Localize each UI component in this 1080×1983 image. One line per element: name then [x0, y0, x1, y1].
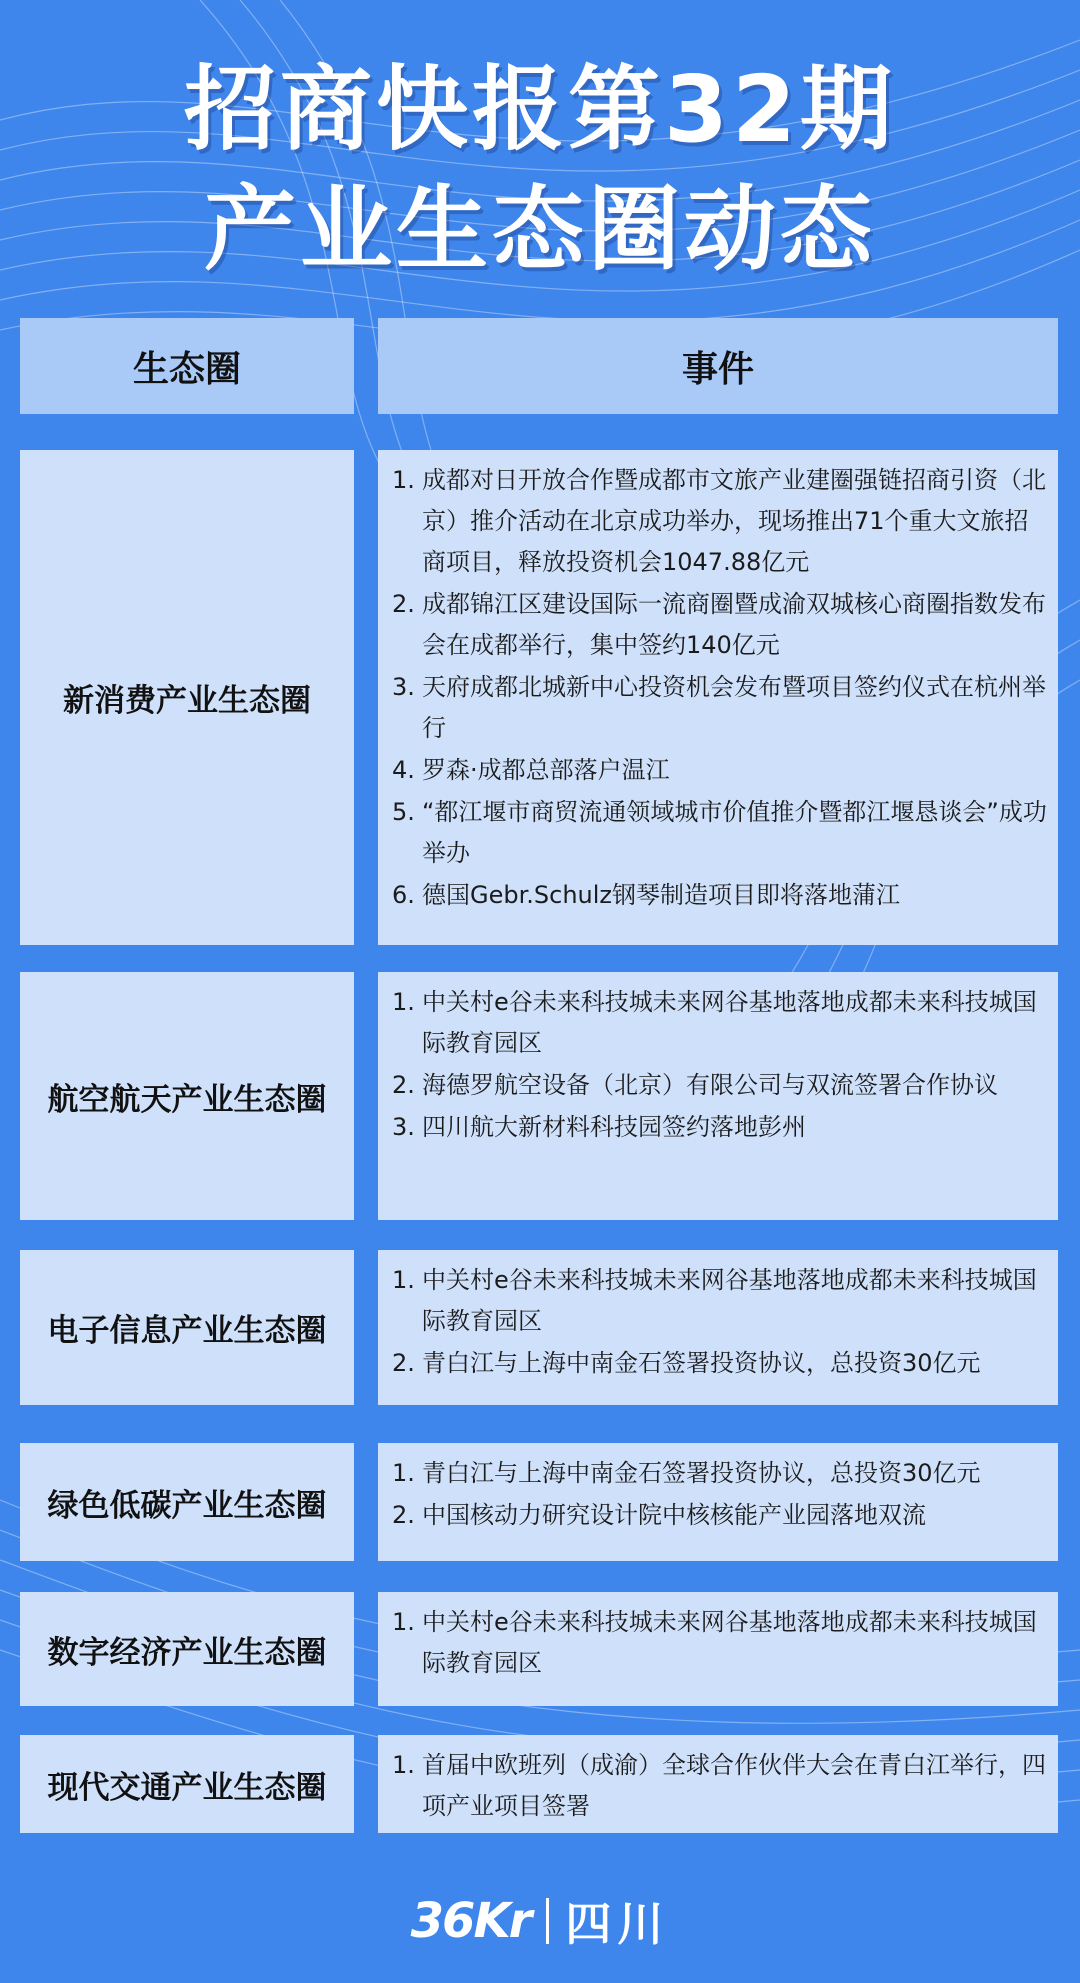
event-list — [378, 1735, 1058, 1833]
event-item — [392, 1343, 1050, 1384]
event-text: 四川航大新材料科技园签约落地彭州 — [422, 1113, 806, 1141]
event-number: 2. — [392, 1501, 415, 1529]
page-subtitle: 产业生态圈动态 — [203, 176, 876, 283]
event-list — [378, 972, 1058, 1220]
event-number: 5. — [392, 798, 415, 826]
event-number: 3. — [392, 1113, 415, 1141]
event-item — [392, 460, 1050, 583]
event-item — [392, 792, 1050, 874]
event-text: 中国核动力研究设计院中核核能产业园落地双流 — [422, 1501, 926, 1529]
header-event: 事件 — [378, 318, 1058, 414]
event-number: 1. — [392, 1751, 415, 1779]
brand-logo: 36Kr — [410, 1893, 531, 1949]
ecosystem-name: 电子信息产业生态圈 — [20, 1250, 354, 1405]
region-label: 四川 — [565, 1897, 670, 1951]
event-item — [392, 982, 1050, 1064]
event-item — [392, 1495, 1050, 1536]
event-text: 成都锦江区建设国际一流商圈暨成渝双城核心商圈指数发布会在成都举行，集中签约140亿元 — [422, 590, 1046, 659]
page-title: 招商快报第32期 — [183, 56, 897, 163]
event-text: 中关村e谷未来科技城未来网谷基地落地成都未来科技城国际教育园区 — [422, 1608, 1037, 1677]
event-text: 德国Gebr.Schulz钢琴制造项目即将落地蒲江 — [422, 881, 901, 909]
event-item — [392, 1745, 1050, 1827]
event-text: 成都对日开放合作暨成都市文旅产业建圈强链招商引资（北京）推介活动在北京成功举办，现场推出71个重大文旅招商项目，释放投资机会1047.88亿元 — [422, 466, 1046, 576]
logo-divider — [546, 1898, 549, 1944]
ecosystem-name: 绿色低碳产业生态圈 — [20, 1443, 354, 1561]
header-ecosystem: 生态圈 — [20, 318, 354, 414]
event-number: 2. — [392, 1349, 415, 1377]
ecosystem-name: 数字经济产业生态圈 — [20, 1592, 354, 1706]
event-list — [378, 1592, 1058, 1706]
ecosystem-name: 现代交通产业生态圈 — [20, 1735, 354, 1833]
event-text: 中关村e谷未来科技城未来网谷基地落地成都未来科技城国际教育园区 — [422, 988, 1037, 1057]
event-item — [392, 750, 1050, 791]
event-item — [392, 1453, 1050, 1494]
ecosystem-name: 航空航天产业生态圈 — [20, 972, 354, 1220]
event-item — [392, 1065, 1050, 1106]
event-item — [392, 1602, 1050, 1684]
event-list — [378, 450, 1058, 945]
event-text: 青白江与上海中南金石签署投资协议，总投资30亿元 — [422, 1459, 981, 1487]
event-number: 2. — [392, 590, 415, 618]
event-number: 6. — [392, 881, 415, 909]
event-item — [392, 1107, 1050, 1148]
event-text: “都江堰市商贸流通领域城市价值推介暨都江堰恳谈会”成功举办 — [422, 798, 1047, 867]
event-list — [378, 1443, 1058, 1561]
event-text: 海德罗航空设备（北京）有限公司与双流签署合作协议 — [422, 1071, 998, 1099]
event-item — [392, 584, 1050, 666]
ecosystem-name: 新消费产业生态圈 — [20, 450, 354, 945]
footer-logo — [0, 1888, 1080, 1954]
event-number: 1. — [392, 988, 415, 1016]
event-number: 2. — [392, 1071, 415, 1099]
event-number: 4. — [392, 756, 415, 784]
event-item — [392, 667, 1050, 749]
event-number: 1. — [392, 1266, 415, 1294]
event-text: 天府成都北城新中心投资机会发布暨项目签约仪式在杭州举行 — [422, 673, 1046, 742]
event-number: 1. — [392, 1459, 415, 1487]
event-item — [392, 1260, 1050, 1342]
event-number: 1. — [392, 1608, 415, 1636]
event-number: 1. — [392, 466, 415, 494]
event-text: 罗森·成都总部落户温江 — [422, 756, 670, 784]
event-text: 青白江与上海中南金石签署投资协议，总投资30亿元 — [422, 1349, 981, 1377]
event-list — [378, 1250, 1058, 1405]
event-number: 3. — [392, 673, 415, 701]
event-text: 中关村e谷未来科技城未来网谷基地落地成都未来科技城国际教育园区 — [422, 1266, 1037, 1335]
event-item — [392, 875, 1050, 916]
event-text: 首届中欧班列（成渝）全球合作伙伴大会在青白江举行，四项产业项目签署 — [422, 1751, 1046, 1820]
